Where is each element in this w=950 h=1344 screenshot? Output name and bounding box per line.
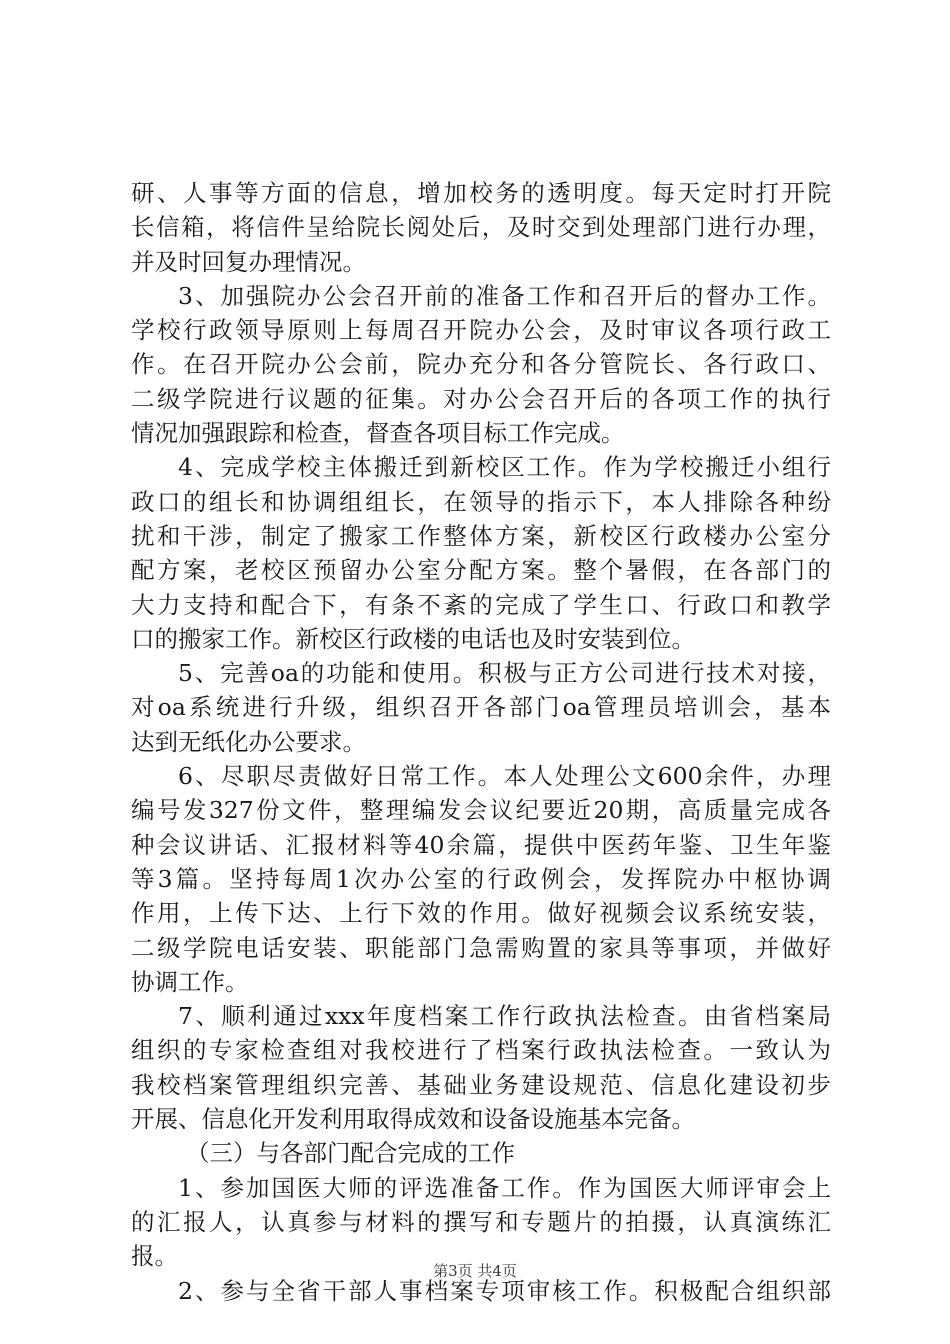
page-number-footer: 第3页 共4页 xyxy=(433,1262,517,1280)
text-line: 情况加强跟踪和检查，督查各项目标工作完成。 xyxy=(131,419,625,448)
text-line: 对oa系统进行升级，组织召开各部门oa管理员培训会，基本 xyxy=(131,693,831,722)
text-line: 的汇报人，认真参与材料的撰写和专题片的拍摄，认真演练汇 xyxy=(131,1207,831,1236)
paragraph-heading-1: 1、参加国医大师的评选准备工作。作为国医大师评审会上 xyxy=(178,1173,831,1202)
paragraph-heading-2: 2、参与全省干部人事档案专项审核工作。积极配合组织部 xyxy=(178,1276,831,1305)
text-line: 作用，上传下达、上行下效的作用。做好视频会议系统安装， xyxy=(131,899,831,928)
text-line: 大力支持和配合下，有条不紊的完成了学生口、行政口和教学 xyxy=(131,590,831,619)
text-line: 组织的专家检查组对我校进行了档案行政执法检查。一致认为 xyxy=(131,1036,831,1065)
text-line: 报。 xyxy=(131,1242,178,1271)
text-line: 二级学院进行议题的征集。对办公会召开后的各项工作的执行 xyxy=(131,384,831,413)
document-body xyxy=(131,176,831,1308)
text-line: 扰和干涉，制定了搬家工作整体方案，新校区行政楼办公室分 xyxy=(131,521,831,550)
text-line: 作。在召开院办公会前，院办充分和各分管院长、各行政口、 xyxy=(131,350,831,379)
text-line: 研、人事等方面的信息，增加校务的透明度。每天定时打开院 xyxy=(131,179,831,207)
text-line: 开展、信息化开发利用取得成效和设备设施基本完备。 xyxy=(131,1105,695,1134)
text-line: 长信箱，将信件呈给院长阅处后，及时交到处理部门进行办理， xyxy=(131,213,831,242)
text-line: 学校行政领导原则上每周召开院办公会，及时审议各项行政工 xyxy=(131,316,831,345)
paragraph-heading-4: 4、完成学校主体搬迁到新校区工作。作为学校搬迁小组行 xyxy=(178,453,831,482)
text-line: 协调工作。 xyxy=(131,967,249,996)
paragraph-heading-6: 6、尽职尽责做好日常工作。本人处理公文600余件，办理 xyxy=(178,762,831,791)
text-line: 口的搬家工作。新校区行政楼的电话也及时安装到位。 xyxy=(131,624,695,653)
text-line: 配方案，老校区预留办公室分配方案。整个暑假，在各部门的 xyxy=(131,556,831,585)
text-line: 并及时回复办理情况。 xyxy=(131,247,366,276)
paragraph-heading-5: 5、完善oa的功能和使用。积极与正方公司进行技术对接， xyxy=(178,659,831,688)
text-line: 等3篇。坚持每周1次办公室的行政例会，发挥院办中枢协调 xyxy=(131,864,831,893)
section-heading: （三）与各部门配合完成的工作 xyxy=(186,1139,515,1168)
text-line: 我校档案管理组织完善、基础业务建设规范、信息化建设初步 xyxy=(131,1070,831,1099)
text-line: 政口的组长和协调组组长，在领导的指示下，本人排除各种纷 xyxy=(131,487,831,516)
paragraph-heading-3: 3、加强院办公会召开前的准备工作和召开后的督办工作。 xyxy=(178,281,831,310)
text-line: 达到无纸化办公要求。 xyxy=(131,727,366,756)
text-line: 二级学院电话安装、职能部门急需购置的家具等事项，并做好 xyxy=(131,933,831,962)
paragraph-heading-7: 7、顺利通过xxx年度档案工作行政执法检查。由省档案局 xyxy=(178,1002,831,1031)
text-line: 种会议讲话、汇报材料等40余篇，提供中医药年鉴、卫生年鉴 xyxy=(131,830,831,859)
text-line: 编号发327份文件，整理编发会议纪要近20期，高质量完成各 xyxy=(131,796,831,825)
